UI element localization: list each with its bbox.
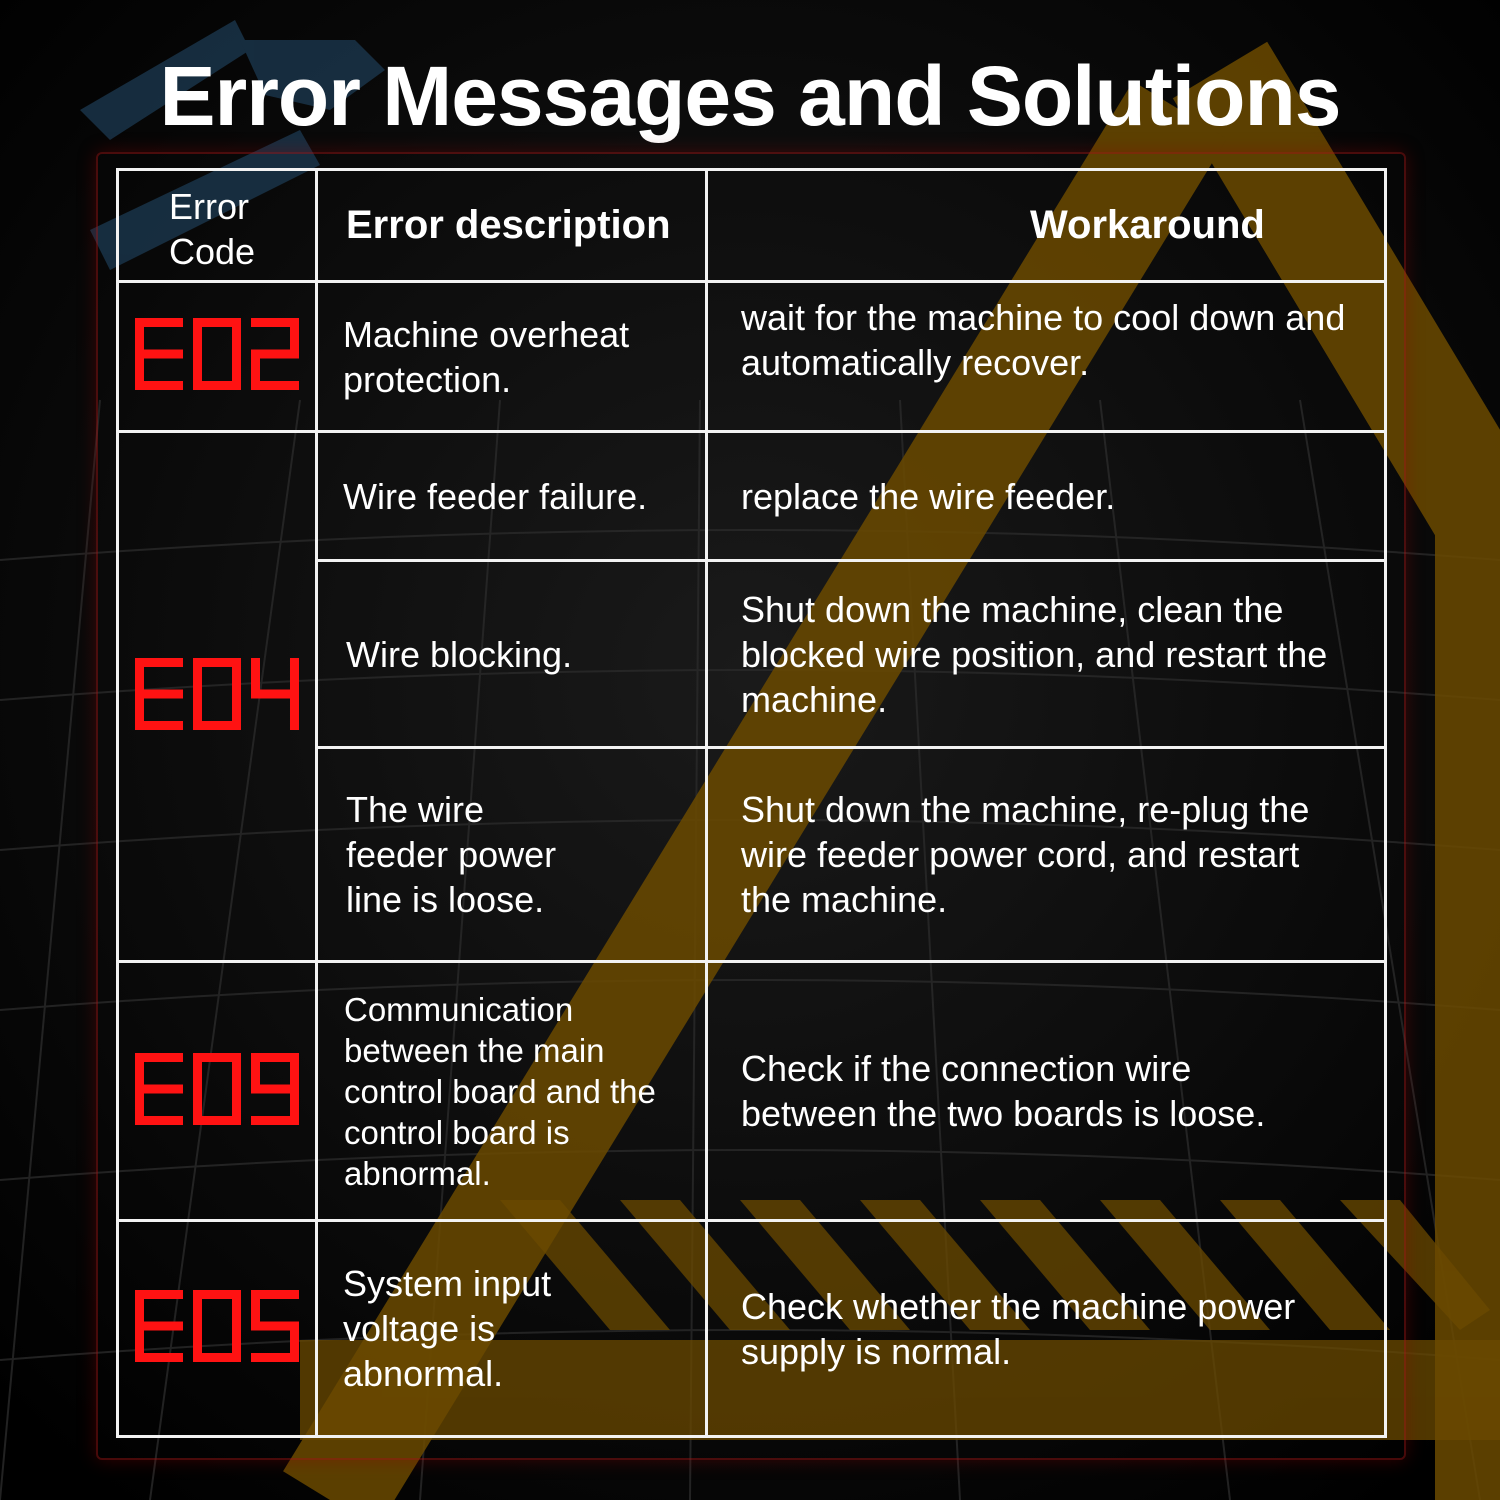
segment-bar [135, 318, 144, 354]
segment-digit [251, 1290, 299, 1362]
error-code-display [133, 1288, 301, 1369]
segment-bar [251, 350, 299, 359]
error-code-cell [118, 1221, 317, 1437]
error-code-text [301, 1051, 302, 1052]
segment-bar [135, 1053, 144, 1089]
segment-digit [135, 318, 183, 390]
segment-bar [193, 318, 202, 354]
description-cell: Wire blocking. [317, 561, 707, 748]
segment-bar [193, 1053, 202, 1089]
segment-digit [251, 658, 299, 730]
header-workaround: Workaround [707, 170, 1386, 282]
header-error-code: Error Code [118, 170, 317, 282]
segment-digit [193, 1053, 241, 1125]
error-code-text [301, 316, 302, 317]
error-code-segments [133, 1051, 301, 1127]
header-error-description: Error description [317, 170, 707, 282]
segment-bar [232, 1053, 241, 1089]
error-code-display [133, 656, 301, 737]
segment-bar [193, 354, 202, 390]
error-code-display [133, 1051, 301, 1132]
segment-bar [251, 690, 299, 699]
table-header-row [118, 170, 1386, 282]
segment-digit [251, 318, 299, 390]
segment-bar [251, 1116, 299, 1125]
segment-bar [290, 1053, 299, 1089]
segment-bar [135, 1089, 144, 1125]
error-code-cell [118, 962, 317, 1221]
segment-digit [193, 1290, 241, 1362]
segment-bar [290, 658, 299, 694]
segment-bar [193, 1326, 202, 1362]
segment-bar [251, 1053, 260, 1089]
segment-bar [193, 658, 202, 694]
segment-bar [135, 1326, 144, 1362]
segment-bar [193, 1089, 202, 1125]
description-cell: The wire feeder power line is loose. [317, 748, 707, 962]
segment-bar [135, 1084, 183, 1093]
segment-bar [251, 1322, 299, 1331]
segment-bar [232, 1290, 241, 1326]
segment-digit [135, 658, 183, 730]
error-code-segments [133, 316, 301, 392]
table-row [118, 962, 1386, 1221]
segment-digit [135, 1290, 183, 1362]
segment-digit [193, 658, 241, 730]
segment-bar [251, 1353, 299, 1362]
workaround-cell: Shut down the machine, re-plug the wire feeder power cord, and restart the machine. [707, 748, 1386, 962]
error-code-cell [118, 432, 317, 962]
workaround-cell: Shut down the machine, clean the blocked wire position, and restart the machine. [707, 561, 1386, 748]
segment-bar [135, 690, 183, 699]
error-code-segments [133, 1288, 301, 1364]
error-code-text [301, 1288, 302, 1289]
segment-bar [251, 1290, 260, 1326]
workaround-cell: replace the wire feeder. [707, 432, 1386, 561]
segment-bar [232, 658, 241, 694]
segment-bar [290, 318, 299, 354]
segment-bar [135, 658, 144, 694]
description-cell: System input voltage is abnormal. [317, 1221, 707, 1437]
workaround-cell: wait for the machine to cool down and automatically recover. [707, 282, 1386, 432]
segment-digit [135, 1053, 183, 1125]
workaround-cell: Check if the connection wire between the two boards is loose. [707, 962, 1386, 1221]
segment-bar [135, 350, 183, 359]
segment-bar [193, 1290, 202, 1326]
segment-bar [251, 658, 260, 694]
segment-bar [251, 1084, 299, 1093]
table-row [118, 432, 1386, 561]
segment-digit [251, 1053, 299, 1125]
segment-bar [135, 354, 144, 390]
segment-digit [193, 318, 241, 390]
error-code-display [133, 316, 301, 397]
segment-bar [251, 354, 260, 390]
page-title: Error Messages and Solutions [159, 49, 1341, 143]
segment-bar [135, 1322, 183, 1331]
workaround-cell: Check whether the machine power supply is normal. [707, 1221, 1386, 1437]
segment-bar [135, 694, 144, 730]
description-cell: Communication between the main control board and the control board is abnormal. [317, 962, 707, 1221]
error-code-text [301, 656, 302, 657]
description-cell: Wire feeder failure. [317, 432, 707, 561]
table-row [118, 282, 1386, 432]
segment-bar [290, 694, 299, 730]
error-table [116, 168, 1387, 1438]
table-row [118, 1221, 1386, 1437]
error-code-cell [118, 282, 317, 432]
segment-bar [135, 1290, 144, 1326]
description-cell: Machine overheat protection. [317, 282, 707, 432]
segment-bar [232, 318, 241, 354]
error-code-segments [133, 656, 301, 732]
segment-bar [193, 694, 202, 730]
